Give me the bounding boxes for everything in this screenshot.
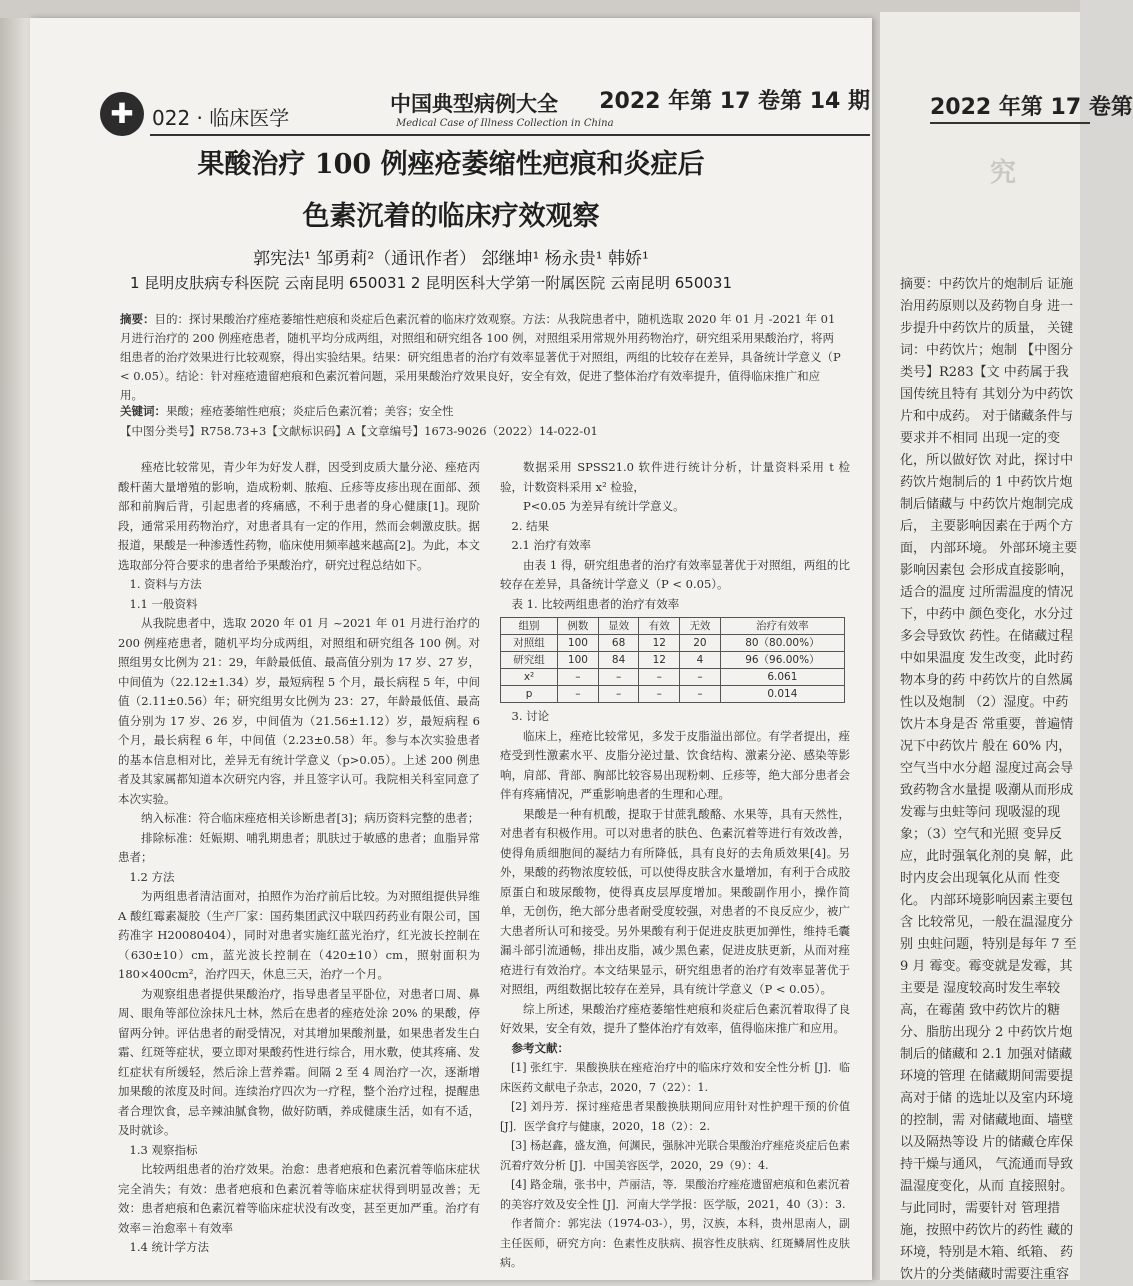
journal-title: 中国典型病例大全 <box>390 92 558 116</box>
stats-paragraph: 数据采用 SPSS21.0 软件进行统计分析，计量资料采用 t 检验，计数资料采用 x² 检验， <box>500 460 850 494</box>
table-header-cell: 治疗有效率 <box>720 618 844 635</box>
table-cell: – <box>680 669 721 686</box>
section-heading-2: 2. 结果 <box>511 518 550 533</box>
next-page-text: 摘要：中药饮片的炮制后 证施治用药原则以及药物自身 进一步提升中药饮片的质量， 关键词：中药饮片；炮制 【中图分类号】R283【文 中药属于我国传统且特有 其划分为中药饮片和中成药。 对于储藏条件与要求并不相同 出现一定的变化，所以做好饮 对此，探讨中药饮片炮制后的 1 中药饮片炮制后储藏与 中药饮片炮制完成后， 主要影响因素在于两个方面， 内部环境。 外部环境主要影响因素包 会形成直接影响，适合的温度 过所需温度的情况下，中药中 颜色变化，水分过多会导致饮 药性。在储藏过程中如果温度 发生改变，此时药物本身的药 中药饮片的自然属性以及炮制 （2）湿度。中药饮片本身是否 常重要，普遍情况下中药饮片 般在 60% 内，空气当中水分超 湿度过高会导致药物含水量提 吸潮从而形成发霉与虫蛀等问 现吸湿的现象；（3）空气和光照 变异反应，此时强氧化剂的臭 解，此时内皮会出现氧化从而 性变化。 内部环境影响因素主要包含 比较常见，一般在温湿度分别 虫蛀问题，特别是每年 7 至 9 月 霉变。霉变就是发霉，其主要是 湿度较高时发生率较高，在霉菌 致中药饮片的糖分、脂肪出现分 2 中药饮片炮制后的储藏和 2.1 加强对储藏环境的管理 在储藏期间需要提高对于储 的选址以及室内环境的控制，需 对储藏地面、墙壁以及隔热等设 片的储藏仓库保持干燥与通风， 气流通而导致温湿度变化，从而 直接照射。与此同时，需要针对 管理措施，按照中药饮片的药性 藏的环境，特别是木箱、纸箱、 药饮片的分类储藏时需要注重容 <box>900 277 1078 1282</box>
pvalue-paragraph: P<0.05 为差异有统计学意义。 <box>523 499 685 513</box>
table-row <box>501 635 845 652</box>
next-page-edge <box>880 12 1133 1282</box>
table-cell: 0.014 <box>720 686 844 703</box>
reference-item: [2] 刘丹芳．探讨痤疮患者果酸换肤期间应用针对性护理干预的价值 [J]．医学食疗与健康，2020，18（2）：2. <box>500 1100 850 1133</box>
reference-item: [1] 张红宇．果酸换肤在痤疮治疗中的临床疗效和安全性分析 [J]．临床医药文献电子杂志，2020，7（22）：1. <box>500 1061 850 1094</box>
table-cell: 96（96.00%） <box>720 652 844 669</box>
reference-item: [4] 路金瑞，张书中，芦丽洁，等．果酸治疗痤疮遗留疤痕和色素沉着的美容疗效及安全性 [J]．河南大学学报：医学版，2021，40（3）：3. <box>500 1178 850 1211</box>
table-cell: 100 <box>558 635 599 652</box>
table-cell: – <box>639 669 680 686</box>
page-binding <box>0 18 30 1280</box>
abstract-text: 目的：探讨果酸治疗痤疮萎缩性疤痕和炎症后色素沉着的临床疗效观察。方法：从我院患者中，随机选取 2020 年 01 月 -2021 年 01 月进行治疗的 200 例痤疮患者，随机平均分成两组，对照组和研究组各 100 例，对照组采用常规外用药物治疗，研究组采用果酸治疗，将两组患者的治疗效果进行比较观察，得出实验结果。结果：研究组患者的治疗有效率显著优于对照组，两组的比较存在差异，具备统计学意义（P < 0.05）。结论：针对痤疮遗留疤痕和色素沉着问题，采用果酸治疗效果良好，安全有效，促进了整体治疗有效率提升，值得临床推广和应用。 <box>120 312 841 402</box>
table-cell: p <box>501 686 558 703</box>
discussion-paragraph-2: 果酸是一种有机酸，提取于甘蔗乳酸酪、水果等，具有天然性，对患者有积极作用。可以对患者的肤色、色素沉着等进行有效改善，使得角质细胞间的凝结力有所降低，具有良好的去角质效果[4]。另外，果酸的药物浓度较低，可以使得皮肤含水量增加，有利于合成胶原蛋白和玻尿酸物，使得真皮层厚度增加。果酸副作用小，操作简单，无创伤，绝大部分患者耐受度较强，对患者的不良反应少，被广大患者所认可和接受。另外果酸有利于促进皮肤更加弹性，维持毛囊漏斗部引流通畅，排出皮脂，减少黑色素，促进皮肤更新，从而对痤疮进行有效治疗。本文结果显示，研究组患者的治疗有效率显著优于对照组，两组数据比较存在差异，具有统计学意义（P < 0.05）。 <box>500 806 850 996</box>
discussion-paragraph-1: 临床上，痤疮比较常见，多发于皮脂溢出部位。有学者提出，痤疮受到性激素水平、皮脂分泌过量、饮食结构、激素分泌、感染等影响，肩部、背部、胸部比较容易出现粉刺、丘疹等，绝大部分患者会伴有疼痛情况，严重影响患者的生理和心理。 <box>500 728 850 801</box>
affiliations: 1 昆明皮肤病专科医院 云南昆明 650031 2 昆明医科大学第一附属医院 云南昆明 650031 <box>130 274 732 292</box>
next-page-issue-label: 2022 年第 17 卷第 <box>930 95 1133 120</box>
right-column <box>500 458 850 1273</box>
classification-line: 【中图分类号】R758.73+3【文献标识码】A【文章编号】1673-9026（2022）14-022-01 <box>120 424 598 438</box>
table-row <box>501 652 845 669</box>
section-heading-3: 3. 讨论 <box>511 709 550 723</box>
keywords-text: 果酸；痤疮萎缩性疤痕；炎症后色素沉着；美容；安全性 <box>166 404 454 418</box>
table-cell: 68 <box>598 635 639 652</box>
table-header-cell: 无效 <box>680 618 721 635</box>
table-header-cell: 组别 <box>501 618 558 635</box>
table-cell: – <box>680 686 721 703</box>
table-cell: 研究组 <box>501 652 558 669</box>
table-cell: x² <box>501 669 558 686</box>
conclusion-paragraph: 综上所述，果酸治疗痤疮萎缩性疤痕和炎症后色素沉着取得了良好效果，安全有效，提升了整体治疗有效率，值得临床推广和应用。 <box>500 1001 850 1035</box>
next-page-header-rule <box>930 122 1090 124</box>
table-header-row <box>501 618 845 635</box>
abstract <box>120 310 842 405</box>
table-cell: 80（80.00%） <box>720 635 844 652</box>
subsection-heading-1-4: 1.4 统计学方法 <box>129 1240 209 1254</box>
table-cell: 20 <box>680 635 721 652</box>
issue-label: 2022 年第 17 卷第 14 期 <box>599 89 870 114</box>
table-caption: 表 1. 比较两组患者的治疗有效率 <box>511 596 680 611</box>
journal-logo-icon: ✚ <box>100 92 144 136</box>
article-title-line-2: 色素沉着的临床疗效观察 <box>302 201 600 232</box>
keywords-label: 关键词： <box>120 404 166 418</box>
left-column <box>118 458 480 1258</box>
header-rule <box>150 134 870 136</box>
page-header <box>100 80 870 140</box>
table-cell: 12 <box>639 635 680 652</box>
table-cell: 100 <box>558 652 599 669</box>
general-info-paragraph: 从我院患者中，选取 2020 年 01 月 ~2021 年 01 月进行治疗的 200 例痤疮患者，随机平均分成两组，对照组和研究组各 100 例。对照组男女比例为 21：29，年龄最低值、最高值分别为 17 岁、27 岁，中间值为（22.12±1.34）岁，最短病程 5 个月，最长病程 5 年，中间值（2.11±0.56）年；研究组男女比例为 23：27，年龄最低值、最高值分别为 17 岁、26 岁，中间值为（21.56±1.12）岁，最短病程 6 个月，最长病程 6 年，中间值（2.23±0.58）年。参与本次实验患者的基本信息相对比，差异无有统计学意义（p>0.05）。上述 200 例患者及其家属都知道本次研究内容，并且签字认可。我院相关科室同意了本次实验。 <box>118 616 480 806</box>
table-cell: – <box>598 669 639 686</box>
table-cell: – <box>598 686 639 703</box>
table-row <box>501 669 845 686</box>
result-paragraph: 由表 1 得，研究组患者的治疗有效率显著优于对照组，两组的比较存在差异，具备统计学意义（P < 0.05）。 <box>500 557 850 591</box>
references-heading: 参考文献： <box>511 1040 569 1055</box>
method-paragraph-2: 为观察组患者提供果酸治疗，指导患者呈平卧位，对患者口周、鼻周、眼角等部位涂抹凡士林，然后在患者的痤疮处涂 20% 的果酸，停留两分钟。评估患者的耐受情况，对其增加果酸剂量，如果患者发生白霜、红斑等症状，要立即对果酸药性进行综合，用水敷，使其疼痛、发红症状有所缓轻，然后涂上营养霜。间隔 2 至 4 周治疗一次，逐渐增加果酸的浓度及时间。连续治疗四次为一疗程，整个治疗过程，提醒患者合理饮食，忌辛辣油腻食物，做好防晒，养成健康生活，如有不适，及时就诊。 <box>118 986 480 1137</box>
table-cell: – <box>558 686 599 703</box>
author-bio: 作者简介：郭宪法（1974-03-），男，汉族，本科，贵州思南人，副主任医师，研究方向：色素性皮肤病、损容性皮肤病、红斑鳞屑性皮肤病。 <box>500 1217 850 1269</box>
subsection-heading-1-1: 1.1 一般资料 <box>129 596 198 611</box>
table-cell: 84 <box>598 652 639 669</box>
keywords <box>120 402 842 421</box>
table-header-cell: 显效 <box>598 618 639 635</box>
exclusion-criteria: 排除标准：妊娠期、哺乳期患者；肌肤过于敏感的患者；血脂异常患者； <box>118 830 480 864</box>
table-cell: 对照组 <box>501 635 558 652</box>
journal-subtitle: Medical Case of Illness Collection in China <box>396 118 614 129</box>
efficacy-table <box>500 617 845 703</box>
subsection-heading-2-1: 2.1 治疗有效率 <box>511 538 591 552</box>
inclusion-criteria: 纳入标准：符合临床痤疮相关诊断患者[3]；病历资料完整的患者； <box>141 811 480 825</box>
table-header-cell: 例数 <box>558 618 599 635</box>
table-cell: 4 <box>680 652 721 669</box>
method-paragraph-1: 为两组患者清洁面对，拍照作为治疗前后比较。为对照组提供异维 A 酸红霉素凝胶（生产厂家：国药集团武汉中联四药药业有限公司，国药准字 H20080404），同时对患者实施红蓝光治疗，红光波长控制在（630±10）cm，蓝光波长控制在（420±10）cm，照射面积为 180×400cm²，治疗四天，休息三天，治疗一个月。 <box>118 889 480 981</box>
table-cell: 6.061 <box>720 669 844 686</box>
article-title-line-1: 果酸治疗 100 例痤疮萎缩性疤痕和炎症后 <box>197 149 705 180</box>
table-cell: – <box>639 686 680 703</box>
subsection-heading-1-2: 1.2 方法 <box>129 869 175 884</box>
abstract-label: 摘要： <box>120 312 155 326</box>
subsection-heading-1-3: 1.3 观察指标 <box>129 1142 198 1157</box>
table-row <box>501 686 845 703</box>
section-heading-1: 1. 资料与方法 <box>129 577 202 591</box>
author-list: 郭宪法¹ 邹勇莉²（通讯作者） 郐继坤¹ 杨永贵¹ 韩娇¹ <box>253 249 649 269</box>
section-label: 022 · 临床医学 <box>152 106 290 130</box>
indicator-paragraph: 比较两组患者的治疗效果。治愈：患者疤痕和色素沉着等临床症状完全消失；有效：患者疤痕和色素沉着等临床症状得到明显改善；无效：患者疤痕和色素沉着等临床症状没有改变，甚至更加严重。治疗有效率＝治愈率＋有效率 <box>118 1162 480 1235</box>
next-page-title-fragment: 究 <box>990 158 1017 188</box>
reference-item: [3] 杨赵鑫，盛友渔，何渊民，强脉冲光联合果酸治疗痤疮炎症后色素沉着疗效分析 [J]．中国美容医学，2020，29（9）：4. <box>500 1139 850 1172</box>
table-cell: – <box>558 669 599 686</box>
intro-paragraph: 痤疮比较常见，青少年为好发人群，因受到皮质大量分泌、痤疮丙酸杆菌大量增殖的影响，造成粉刺、脓疱、丘疹等皮疹出现在面部、颈部和前胸后背，引起患者的疼痛感，不利于患者的身心健康[1]。现阶段，通常采用药物治疗，对患者具有一定的作用，然而会刺激皮肤。据报道，果酸是一种渗透性药物，临床使用频率越来越高[2]。为此，本文选取部分符合要求的患者给予果酸治疗，研究过程总结如下。 <box>118 460 480 572</box>
table-header-cell: 有效 <box>639 618 680 635</box>
journal-page <box>30 18 872 1280</box>
table-cell: 12 <box>639 652 680 669</box>
